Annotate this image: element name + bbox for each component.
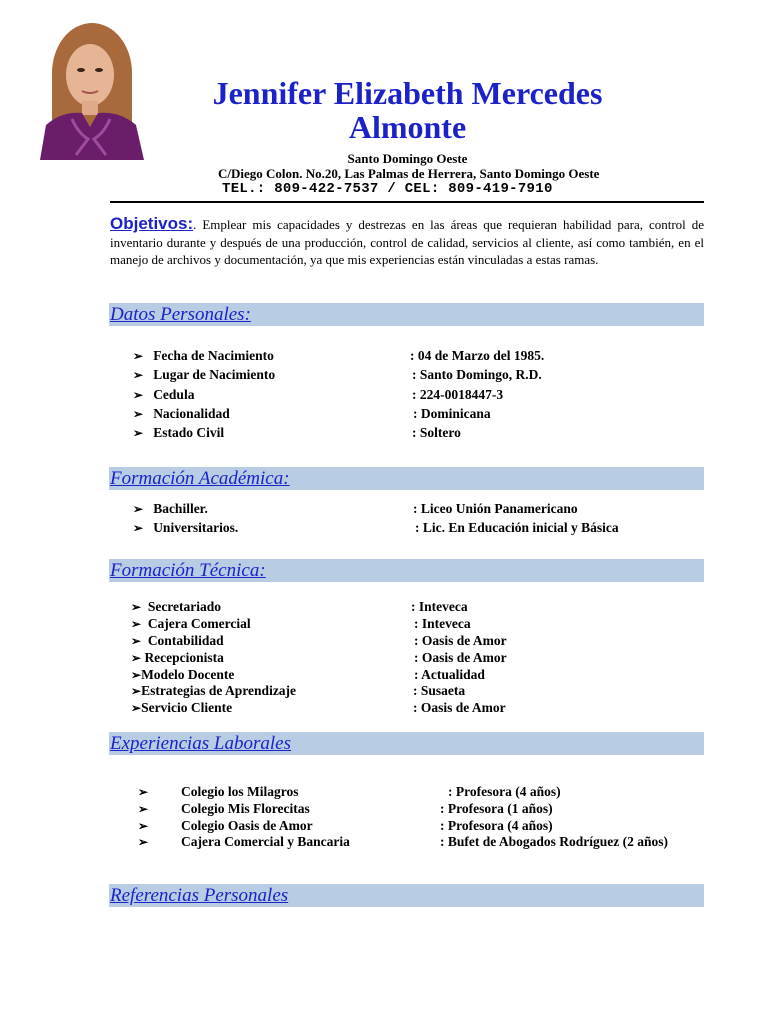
bullet-cell	[138, 818, 148, 834]
candidate-name	[170, 76, 645, 144]
arrow-bullet-icon: ➢	[138, 802, 149, 816]
arrow-bullet-icon: ➢	[131, 600, 142, 614]
item-value: : Inteveca	[414, 616, 471, 631]
section-title: Referencias Personales	[110, 885, 289, 906]
list-item	[133, 501, 208, 517]
item-value: : Soltero	[412, 425, 461, 440]
item-value: : Lic. En Educación inicial y Básica	[415, 520, 619, 535]
section-title: Formación Académica:	[110, 468, 290, 489]
list-item	[131, 650, 224, 666]
header-divider	[110, 201, 704, 203]
list-item	[133, 425, 224, 441]
arrow-bullet-icon: ➢	[138, 835, 149, 849]
item-value: : Bufet de Abogados Rodríguez (2 años)	[440, 834, 669, 849]
section-title: Datos Personales:	[110, 304, 251, 325]
bullet-cell	[138, 801, 148, 817]
arrow-bullet-icon: ➢	[131, 684, 142, 698]
list-item	[131, 700, 232, 716]
item-label: Colegio los Milagros	[181, 784, 299, 799]
item-label: Cedula	[153, 387, 195, 402]
item-label: Universitarios.	[153, 520, 239, 535]
item-value: : Santo Domingo, R.D.	[412, 367, 542, 382]
arrow-bullet-icon: ➢	[131, 651, 142, 665]
list-item	[131, 599, 221, 615]
arrow-bullet-icon: ➢	[138, 785, 149, 799]
item-label: Colegio Oasis de Amor	[181, 818, 313, 833]
name-line-1: Jennifer Elizabeth Mercedes	[212, 75, 603, 111]
item-value: : Susaeta	[413, 683, 466, 698]
arrow-bullet-icon: ➢	[131, 634, 142, 648]
item-label: Nacionalidad	[153, 406, 230, 421]
arrow-bullet-icon: ➢	[131, 668, 142, 682]
item-value: : Profesora (1 años)	[440, 801, 553, 816]
item-value: : Profesora (4 años)	[448, 784, 561, 799]
list-item	[131, 667, 234, 683]
list-item	[133, 348, 274, 364]
list-item	[133, 406, 230, 422]
item-value: : Oasis de Amor	[414, 650, 507, 665]
name-line-2: Almonte	[348, 109, 467, 145]
item-label: Cajera Comercial y Bancaria	[181, 834, 350, 849]
profile-photo	[32, 15, 152, 160]
arrow-bullet-icon: ➢	[131, 617, 142, 631]
list-item	[133, 367, 275, 383]
section-datos-personales	[109, 303, 704, 326]
arrow-bullet-icon: ➢	[138, 819, 149, 833]
section-formacion-academica	[109, 467, 704, 490]
item-value: : Liceo Unión Panamericano	[413, 501, 578, 516]
arrow-bullet-icon: ➢	[131, 701, 142, 715]
arrow-bullet-icon: ➢	[133, 426, 144, 440]
item-label: Bachiller.	[153, 501, 208, 516]
item-value: : Oasis de Amor	[413, 700, 506, 715]
arrow-bullet-icon: ➢	[133, 349, 144, 363]
item-label: Modelo Docente	[141, 667, 235, 682]
arrow-bullet-icon: ➢	[133, 521, 144, 535]
list-item	[131, 633, 224, 649]
item-value: : Inteveca	[411, 599, 468, 614]
list-item	[133, 520, 238, 536]
address-line-1: Santo Domingo Oeste	[347, 151, 468, 166]
objectives-title: Objetivos:	[110, 214, 194, 233]
item-value: : Oasis de Amor	[414, 633, 507, 648]
item-value: : Dominicana	[413, 406, 491, 421]
arrow-bullet-icon: ➢	[133, 368, 144, 382]
address-line-2: C/Diego Colon. No.20, Las Palmas de Herrera, Santo Domingo Oeste	[218, 166, 600, 181]
arrow-bullet-icon: ➢	[133, 388, 144, 402]
item-label: Estrategias de Aprendizaje	[141, 683, 297, 698]
item-label: Contabilidad	[147, 633, 224, 648]
list-item	[133, 387, 194, 403]
list-item	[131, 616, 251, 632]
item-value: : Profesora (4 años)	[440, 818, 553, 833]
section-title: Formación Técnica:	[110, 560, 266, 581]
bullet-cell	[138, 784, 148, 800]
objectives-paragraph	[110, 215, 704, 269]
item-value: : 04 de Marzo del 1985.	[410, 348, 545, 363]
objectives-text: . Emplear mis capacidades y destrezas en las áreas que requieran habilidad para, control de inventario durante y después de una producción, control de calidad, servicios al cliente, así como también, en el manejo de archivos y documentación, ya que mis experiencias están vinculadas a estas ramas.	[110, 217, 704, 267]
item-label: Fecha de Nacimiento	[153, 348, 274, 363]
list-item	[131, 683, 296, 699]
arrow-bullet-icon: ➢	[133, 502, 144, 516]
item-label: Lugar de Nacimiento	[153, 367, 276, 382]
item-label: Secretariado	[147, 599, 222, 614]
item-value: : 224-0018447-3	[412, 387, 504, 402]
arrow-bullet-icon: ➢	[133, 407, 144, 421]
bullet-cell	[138, 834, 148, 850]
section-formacion-tecnica	[109, 559, 704, 582]
section-experiencias-laborales	[109, 732, 704, 755]
item-label: Cajera Comercial	[147, 616, 251, 631]
item-label: Servicio Cliente	[141, 700, 233, 715]
item-label: Estado Civil	[153, 425, 225, 440]
item-value: : Actualidad	[414, 667, 485, 682]
item-label: Recepcionista	[144, 650, 224, 665]
section-referencias-personales	[109, 884, 704, 907]
section-title: Experiencias Laborales	[110, 733, 292, 754]
item-label: Colegio Mis Florecitas	[181, 801, 310, 816]
portrait-image	[32, 15, 152, 160]
phone-line: TEL.: 809-422-7537 / CEL: 809-419-7910	[222, 181, 553, 197]
